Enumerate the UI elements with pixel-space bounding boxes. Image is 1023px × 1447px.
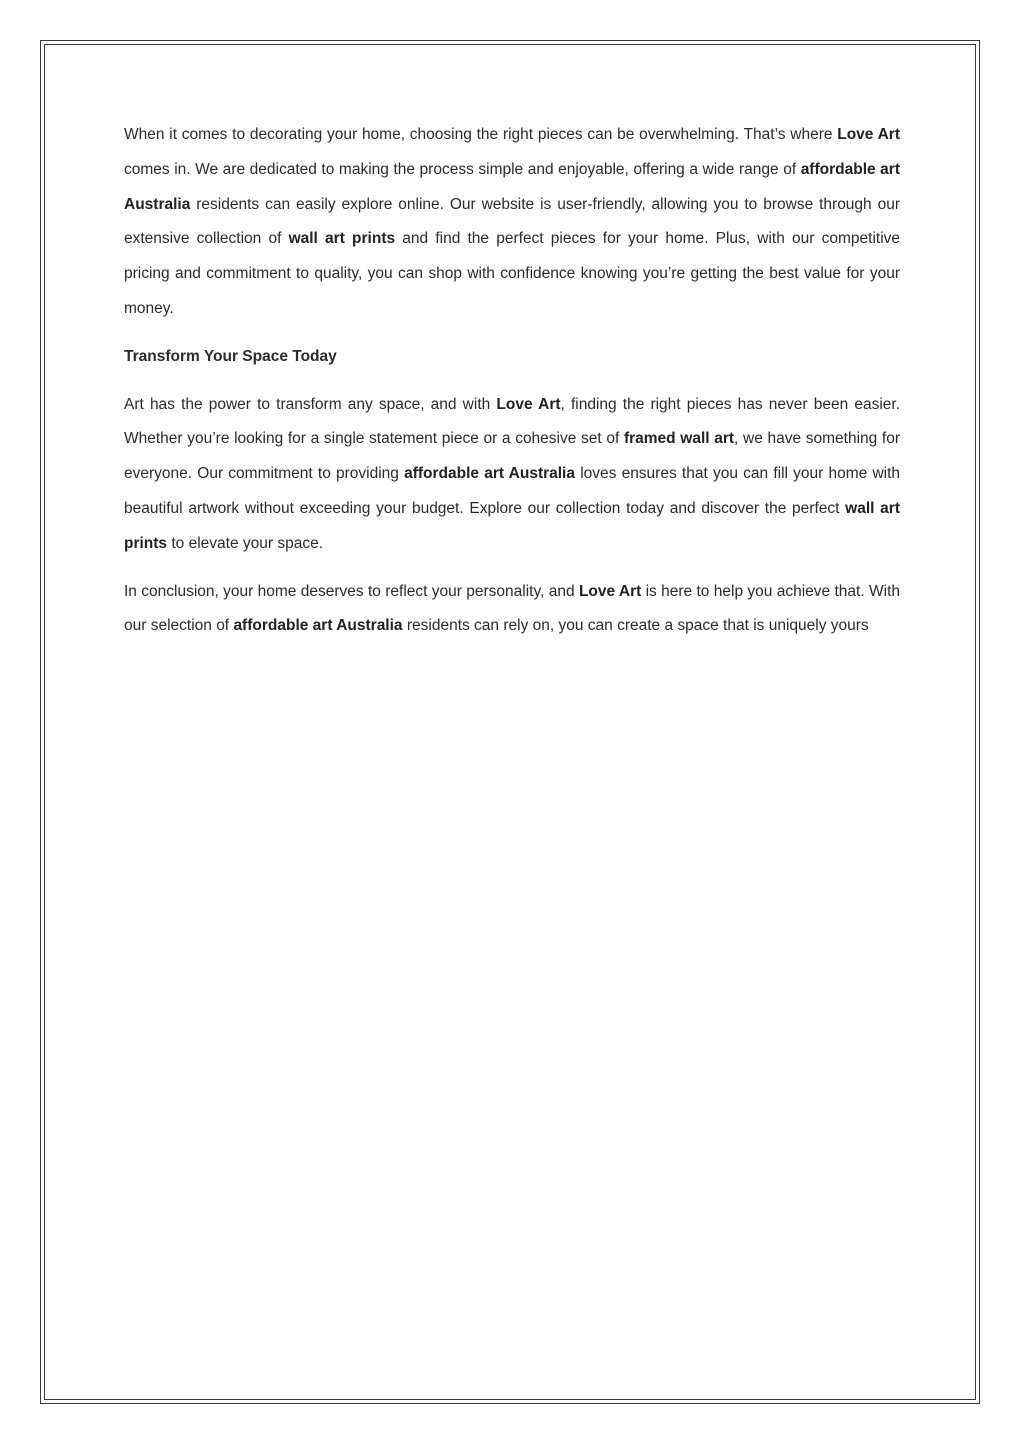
- bold-wall-art-prints: wall art prints: [124, 499, 900, 552]
- text-run: residents can rely on, you can create a space that is uniquely yours: [402, 617, 869, 635]
- text-run: Art has the power to transform any space, and with: [124, 395, 497, 413]
- document-body: [124, 118, 900, 657]
- text-run: is here to help you achieve that. With our selection of: [124, 582, 900, 635]
- paragraph-conclusion: [124, 575, 900, 645]
- text-run: In conclusion, your home deserves to reflect your personality, and: [124, 582, 579, 600]
- bold-framed-wall-art: framed wall art: [623, 430, 735, 448]
- text-run: When it comes to decorating your home, choosing the right pieces can be overwhelming. That’s where: [124, 126, 838, 143]
- text-run: to elevate your space.: [167, 534, 324, 552]
- bold-wall-art-prints: wall art prints: [288, 230, 396, 248]
- text-run: comes in. We are dedicated to making the process simple and enjoyable, offering a wide range of: [124, 160, 801, 178]
- paragraph-transform: [124, 388, 900, 562]
- text-run: and find the perfect pieces for your home. Plus, with our competitive pricing and commitment to quality, you can shop with confidence knowing you’re getting the best value for your money.: [124, 230, 901, 317]
- bold-love-art: Love Art: [578, 582, 642, 600]
- bold-love-art: Love Art: [496, 395, 561, 413]
- text-run: , finding the right pieces has never been easier. Whether you’re looking for a single statement piece or a cohesive set of: [124, 395, 900, 448]
- text-run: loves ensures that you can fill your home with beautiful artwork without exceeding your budget. Explore our collection today and discover the perfect: [124, 465, 901, 517]
- paragraph-intro: [124, 118, 900, 327]
- bold-love-art: Love Art: [837, 126, 901, 143]
- text-run: , we have something for everyone. Our commitment to providing: [124, 430, 901, 483]
- bold-affordable-art-australia: affordable art Australia: [124, 160, 900, 213]
- section-heading: Transform Your Space Today: [124, 347, 337, 365]
- text-run: residents can easily explore online. Our website is user-friendly, allowing you to browse through our extensive collection of: [124, 195, 900, 248]
- bold-affordable-art-australia: affordable art Australia: [233, 617, 403, 635]
- bold-affordable-art-australia: affordable art Australia: [404, 465, 575, 483]
